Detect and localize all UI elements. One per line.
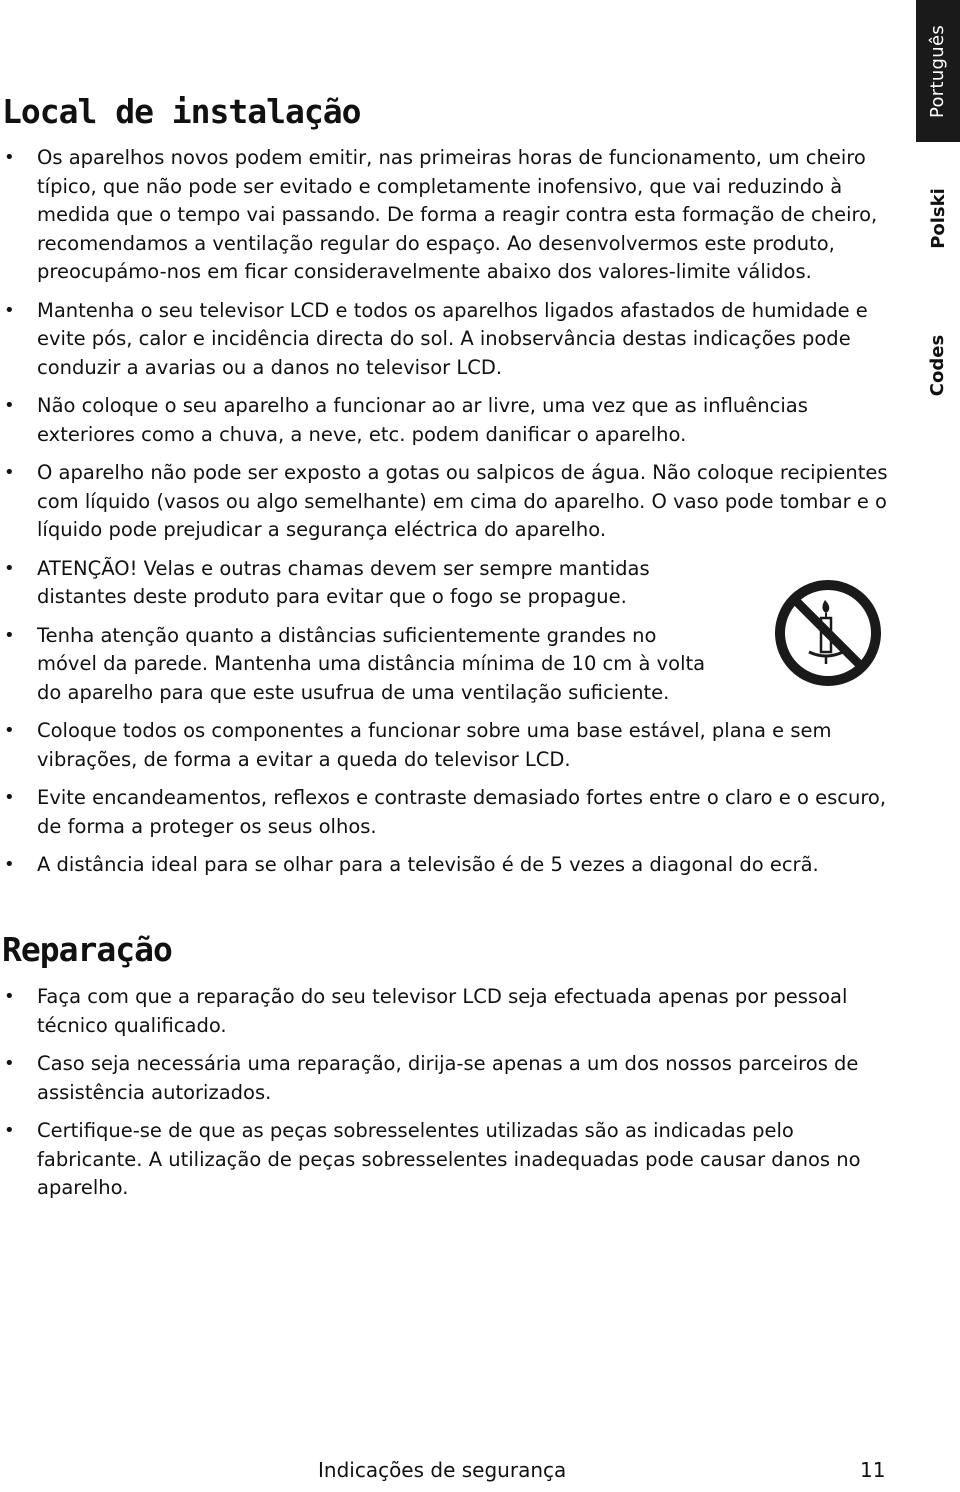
list-item: • Coloque todos os componentes a funcionar sobre uma base estável, plana e sem vibrações, de forma a evitar a queda do televisor LCD. (0, 717, 900, 774)
language-tabs (908, 0, 960, 400)
section-title-local-de-instalacao: Local de instalação (2, 92, 361, 131)
tab-portugues[interactable] (916, 0, 960, 142)
list-item: • O aparelho não pode ser exposto a gotas ou salpicos de água. Não coloque recipientes com líquido (vasos ou algo semelhante) em cima do aparelho. O vaso pode tombar e o líquido pode prejudicar a segurança eléctrica do aparelho. (0, 459, 900, 545)
list-item: • Mantenha o seu televisor LCD e todos os aparelhos ligados afastados de humidade e evite pós, calor e incidência directa do sol. A inobservância destas indicações pode conduzir a avarias ou a danos no televisor LCD. (0, 297, 900, 383)
tab-codes[interactable] (916, 310, 960, 420)
tab-codes-label: Codes (927, 334, 949, 396)
list-item: • Não coloque o seu aparelho a funcionar ao ar livre, uma vez que as influências exteriores como a chuva, a neve, etc. podem danificar o aparelho. (0, 392, 900, 449)
section-title-reparacao: Reparação (2, 930, 172, 969)
list-item: • Certifique-se de que as peças sobresselentes utilizadas são as indicadas pelo fabricante. A utilização de peças sobresselentes inadequadas pode causar danos no aparelho. (0, 1117, 900, 1203)
tab-polski-label: Polski (927, 187, 949, 249)
list-item: • Evite encandeamentos, reflexos e contraste demasiado fortes entre o claro e o escuro, de forma a proteger os seus olhos. (0, 784, 900, 841)
list-item: • ATENÇÃO! Velas e outras chamas devem ser sempre mantidas distantes deste produto para evitar que o fogo se propague. (0, 555, 717, 612)
list-item: • Tenha atenção quanto a distâncias suficientemente grandes no móvel da parede. Mantenha uma distância mínima de 10 cm à volta do aparelho para que este usufrua de uma ventilação suficiente. (0, 622, 717, 708)
list-item: • Caso seja necessária uma reparação, dirija-se apenas a um dos nossos parceiros de assistência autorizados. (0, 1050, 900, 1107)
footer-section-title: Indicações de segurança (318, 1458, 567, 1482)
list-item: • A distância ideal para se olhar para a televisão é de 5 vezes a diagonal do ecrã. (0, 851, 900, 880)
list-item: • Faça com que a reparação do seu televisor LCD seja efectuada apenas por pessoal técnico qualificado. (0, 983, 900, 1040)
repair-bullet-list (0, 983, 900, 1213)
tab-polski[interactable] (916, 168, 960, 268)
page-number: 11 (860, 1458, 886, 1482)
tab-portugues-label: Português (927, 24, 949, 118)
list-item: • Os aparelhos novos podem emitir, nas primeiras horas de funcionamento, um cheiro típico, que não pode ser evitado e completamente inofensivo, que vai reduzindo à medida que o tempo vai passando. De forma a reagir contra esta formação de cheiro, recomendamos a ventilação regular do espaço. Ao desenvolvermos este produto, preocupámo-nos em ficar consideravelmente abaixo dos valores-limite válidos. (0, 144, 900, 287)
installation-bullet-list (0, 144, 900, 890)
no-open-flame-icon (773, 578, 883, 688)
